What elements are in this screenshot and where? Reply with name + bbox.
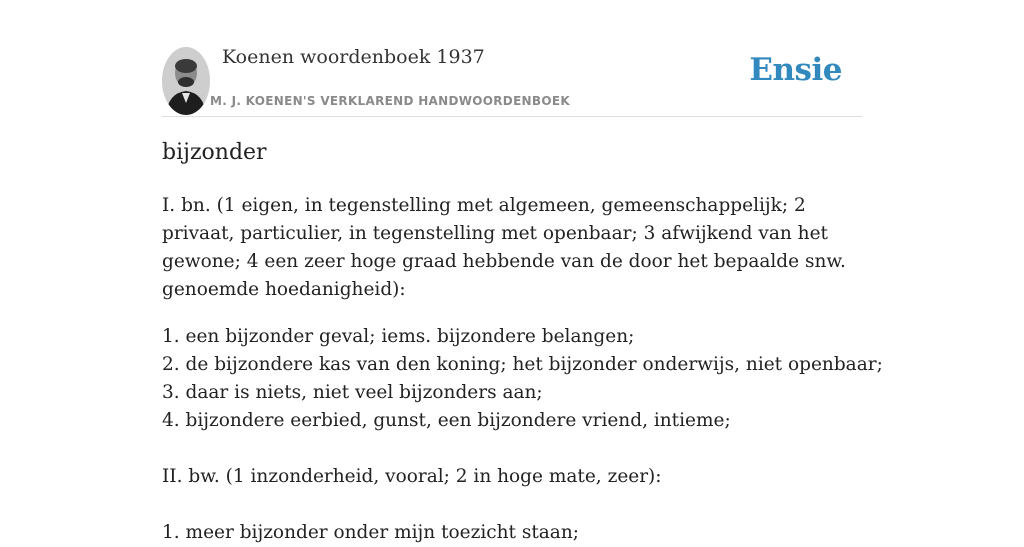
spacer <box>162 435 862 463</box>
example-item: 1. een bijzonder geval; iems. bijzondere belangen; <box>162 326 635 347</box>
examples-adjective <box>162 323 883 435</box>
entry-body <box>162 192 883 547</box>
spacer <box>162 491 862 519</box>
dictionary-title: Koenen woordenboek 1937 <box>222 46 485 68</box>
example-item: 2. de bijzondere kas van den koning; het bijzonder onderwijs, niet openbaar; <box>162 354 883 375</box>
example-item: 1. meer bijzonder onder mijn toezicht staan; <box>162 522 579 543</box>
ensie-logo-link[interactable]: Ensie <box>749 52 842 88</box>
example-item: 4. bijzondere eerbied, gunst, een bijzondere vriend, intieme; <box>162 410 731 431</box>
site-header <box>162 44 862 117</box>
definition-adjective: I. bn. (1 eigen, in tegenstelling met algemeen, gemeenschappelijk; 2 privaat, particulier, in tegenstelling met openbaar; 3 afwijkend van het gewone; 4 een zeer hoge graad hebbende van de door het bepaalde snw. genoemde hoedanigheid): <box>162 195 846 300</box>
example-item: 3. daar is niets, niet veel bijzonders aan; <box>162 382 543 403</box>
definition-adverb: II. bw. (1 inzonderheid, vooral; 2 in hoge mate, zeer): <box>162 466 662 487</box>
examples-adverb <box>162 519 862 547</box>
entry-headword: bijzonder <box>162 140 267 165</box>
author-portrait-icon <box>162 47 210 115</box>
dictionary-subtitle: M. J. KOENEN'S VERKLAREND HANDWOORDENBOEK <box>210 94 570 108</box>
